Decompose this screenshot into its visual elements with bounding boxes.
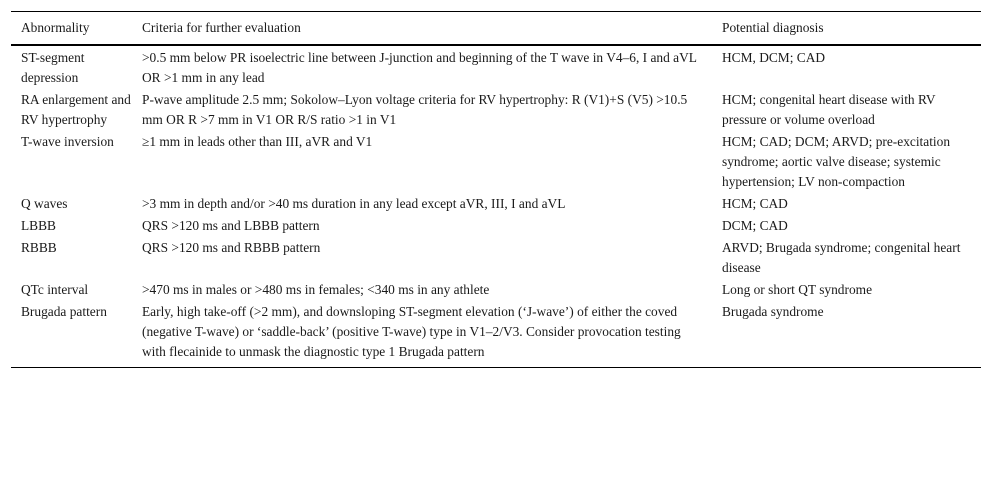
cell-abnormality: Brugada pattern [21,304,107,319]
cell-abnormality: RBBB [21,240,57,255]
cell-criteria: Early, high take-off (>2 mm), and downsloping ST-segment elevation (‘J-wave’) of either the coved (negative T-wave) or ‘saddle-back’ (positive T-wave) type in V1–2/V3. Consider provocation testing with flecainide to unmask the diagnostic type 1 Brugada pattern [142,304,681,359]
ecg-abnormality-table-container [11,11,981,368]
cell-criteria: P-wave amplitude 2.5 mm; Sokolow–Lyon voltage criteria for RV hypertrophy: R (V1)+S (V5) >10.5 mm OR R >7 mm in V1 OR R/S ratio >1 in V1 [142,92,688,127]
cell-diagnosis: Long or short QT syndrome [722,282,873,297]
cell-criteria: >3 mm in depth and/or >40 ms duration in any lead except aVR, III, I and aVL [142,196,566,211]
table-row [11,237,981,279]
cell-abnormality: Q waves [21,196,68,211]
header-criteria: Criteria for further evaluation [142,20,301,35]
cell-abnormality: LBBB [21,218,56,233]
ecg-abnormality-table [11,11,981,368]
cell-abnormality: T-wave inversion [21,134,114,149]
table-row [11,193,981,215]
table-body [11,45,981,368]
table-row [11,131,981,193]
cell-abnormality: ST-segment depression [21,50,85,85]
cell-diagnosis: HCM, DCM; CAD [722,50,826,65]
header-abnormality: Abnormality [21,20,90,35]
cell-diagnosis: HCM; CAD [722,196,788,211]
cell-diagnosis: ARVD; Brugada syndrome; congenital heart disease [722,240,961,275]
cell-criteria: >0.5 mm below PR isoelectric line between J-junction and beginning of the T wave in V4–6, I and aVL OR >1 mm in any lead [142,50,697,85]
cell-diagnosis: HCM; CAD; DCM; ARVD; pre-excitation syndrome; aortic valve disease; systemic hypertension; LV non-compaction [722,134,951,189]
cell-diagnosis: DCM; CAD [722,218,788,233]
cell-abnormality: RA enlargement and RV hypertrophy [21,92,131,127]
cell-criteria: ≥1 mm in leads other than III, aVR and V1 [142,134,373,149]
table-header [11,12,981,46]
table-row [11,301,981,368]
cell-diagnosis: HCM; congenital heart disease with RV pressure or volume overload [722,92,936,127]
cell-criteria: >470 ms in males or >480 ms in females; <340 ms in any athlete [142,282,490,297]
header-row [11,12,981,46]
cell-diagnosis: Brugada syndrome [722,304,824,319]
cell-criteria: QRS >120 ms and LBBB pattern [142,218,320,233]
cell-criteria: QRS >120 ms and RBBB pattern [142,240,321,255]
table-row [11,89,981,131]
table-row [11,45,981,89]
header-diagnosis: Potential diagnosis [722,20,824,35]
table-row [11,215,981,237]
cell-abnormality: QTc interval [21,282,89,297]
table-row [11,279,981,301]
